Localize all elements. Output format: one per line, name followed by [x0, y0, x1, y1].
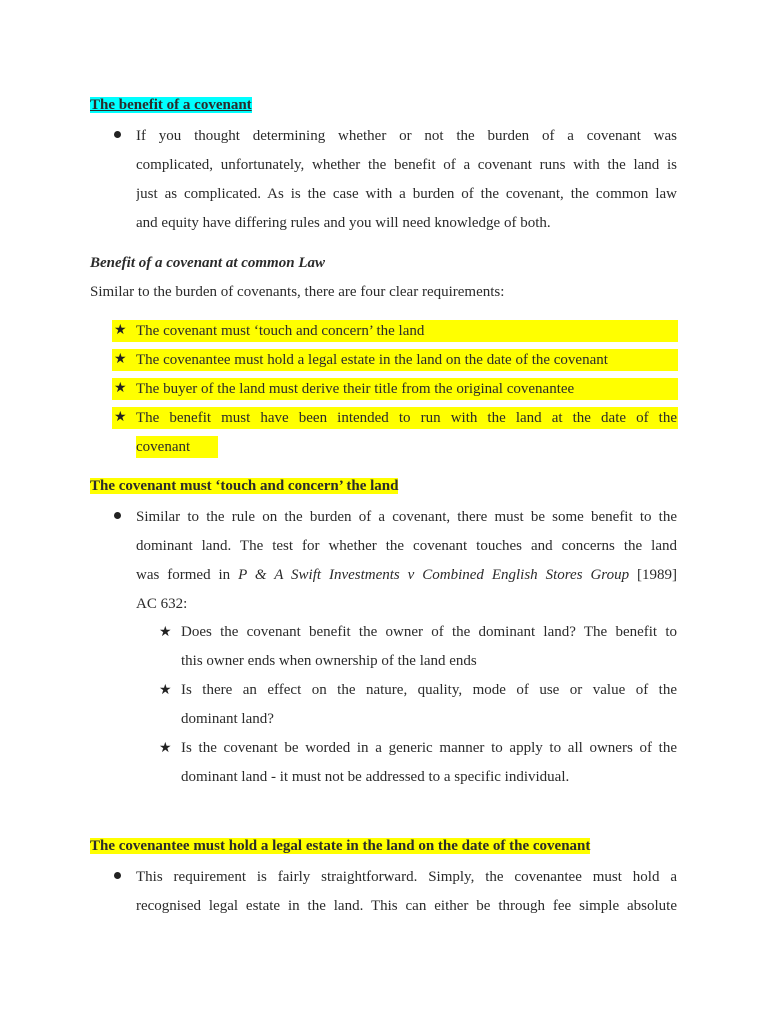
paragraph-line: If you thought determining whether or not the burden of a covenant was [136, 128, 677, 144]
requirement-item: ★ The covenant must ‘touch and concern’ the land [112, 320, 678, 342]
heading-text: The benefit of a covenant [90, 97, 252, 113]
subpoint-line: Does the covenant benefit the owner of the dominant land? The benefit to [181, 624, 677, 640]
subpoint-line: this owner ends when ownership of the land ends [181, 653, 477, 669]
intro-text: Similar to the burden of covenants, there are four clear requirements: [90, 284, 505, 300]
section-heading-benefit [90, 95, 252, 115]
paragraph-line: Similar to the rule on the burden of a covenant, there must be some benefit to the [136, 509, 677, 525]
subpoint-line: dominant land - it must not be addressed to a specific individual. [181, 769, 570, 785]
requirement-item-continuation: covenant [136, 436, 218, 458]
star-icon: ★ [159, 740, 172, 756]
paragraph-line: and equity have differing rules and you will need knowledge of both. [136, 215, 551, 231]
star-icon: ★ [114, 409, 127, 425]
section-heading-common-law: Benefit of a covenant at common Law [90, 255, 325, 271]
requirement-item: ★ The covenantee must hold a legal estate in the land on the date of the covenant [112, 349, 678, 371]
case-citation: P & A Swift Investments v Combined English Stores Group [238, 567, 630, 583]
heading-text: The covenant must ‘touch and concern’ the land [90, 478, 399, 494]
heading-text: The covenantee must hold a legal estate in the land on the date of the covenant [90, 838, 591, 854]
paragraph-line-case: was formed in P & A Swift Investments v Combined English Stores Group [1989] [136, 567, 677, 583]
star-icon: ★ [159, 682, 172, 698]
section-heading-legal-estate [90, 836, 590, 856]
requirement-item: ★ The benefit must have been intended to run with the land at the date of the [112, 407, 678, 429]
subpoint-line: Is there an effect on the nature, quality, mode of use or value of the [181, 682, 677, 698]
requirement-item: ★ The buyer of the land must derive their title from the original covenantee [112, 378, 678, 400]
paragraph-line: dominant land. The test for whether the covenant touches and concerns the land [136, 538, 677, 554]
paragraph-line: complicated, unfortunately, whether the benefit of a covenant runs with the land is [136, 157, 677, 173]
paragraph-line: This requirement is fairly straightforward. Simply, the covenantee must hold a [136, 869, 677, 885]
section-heading-touch-concern [90, 476, 398, 496]
paragraph-line: just as complicated. As is the case with a burden of the covenant, the common law [136, 186, 677, 202]
bullet-icon [113, 871, 123, 881]
star-icon: ★ [114, 322, 127, 338]
star-icon: ★ [159, 624, 172, 640]
star-icon: ★ [114, 380, 127, 396]
paragraph-line: AC 632: [136, 596, 188, 612]
subpoint-line: Is the covenant be worded in a generic manner to apply to all owners of the [181, 740, 677, 756]
bullet-icon [113, 130, 123, 140]
bullet-icon [113, 511, 123, 521]
paragraph-line: recognised legal estate in the land. This can either be through fee simple absolute [136, 898, 677, 914]
subpoint-line: dominant land? [181, 711, 274, 727]
star-icon: ★ [114, 351, 127, 367]
